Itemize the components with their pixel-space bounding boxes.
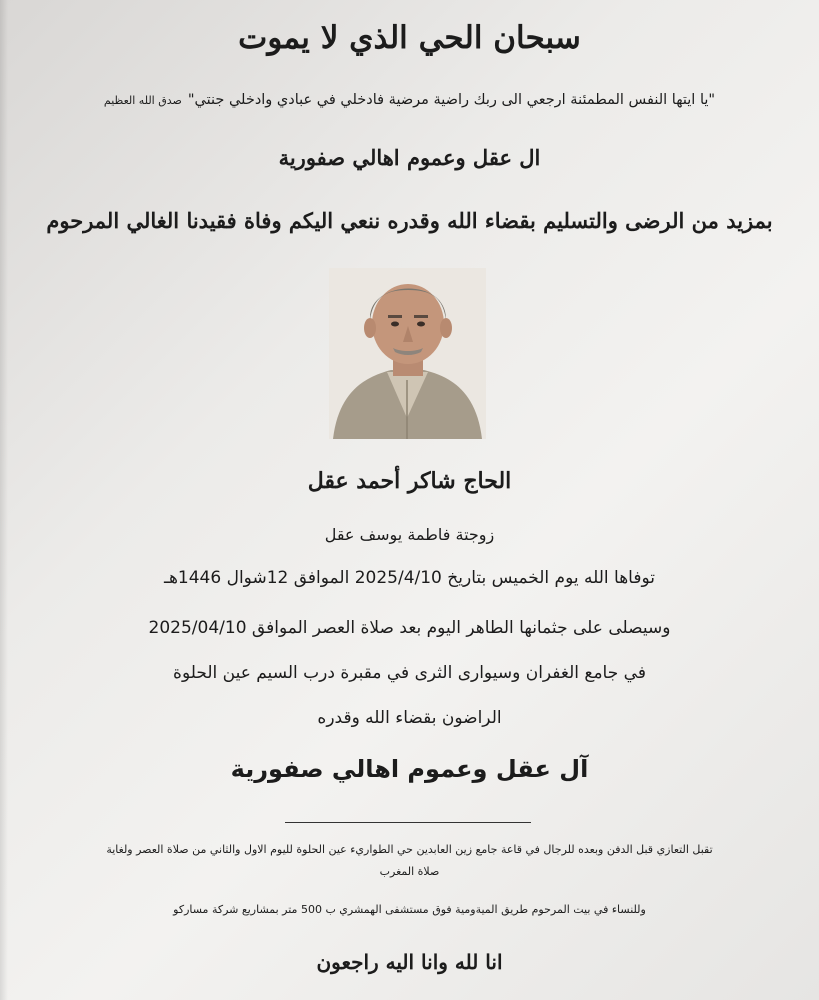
portrait-image bbox=[329, 268, 486, 439]
announcement-intro: بمزيد من الرضى والتسليم بقضاء الله وقدره ننعي اليكم وفاة فقيدنا الغالي المرحوم bbox=[46, 208, 773, 233]
funeral-prayer-line: وسيصلى على جثمانها الطاهر اليوم بعد صلاة العصر الموافق 2025/04/10 bbox=[148, 618, 671, 638]
header-title: سبحان الحي الذي لا يموت bbox=[238, 20, 581, 56]
acceptance-line: الراضون بقضاء الله وقدره bbox=[317, 708, 502, 728]
verse-suffix: صدق الله العظيم bbox=[103, 94, 182, 107]
section-divider bbox=[285, 822, 531, 823]
death-date-line: توفاها الله يوم الخميس بتاريخ 2025/4/10 الموافق 12شوال 1446هـ bbox=[163, 568, 656, 588]
condolence-men-time: صلاة المغرب bbox=[379, 865, 440, 878]
burial-location-line: في جامع الغفران وسيوارى الثرى في مقبرة درب السيم عين الحلوة bbox=[173, 663, 646, 683]
family-heading: ال عقل وعموم اهالي صفورية bbox=[278, 145, 541, 170]
deceased-name: الحاج شاكر أحمد عقل bbox=[307, 468, 512, 494]
condolence-women-line: وللنساء في بيت المرحوم طريق الميةومية فوق مستشفى الهمشري ب 500 متر بمشاريع شركة مساركو bbox=[173, 903, 646, 916]
spouse-name: زوجتة فاطمة يوسف عقل bbox=[324, 525, 495, 544]
family-signature: آل عقل وعموم اهالي صفورية bbox=[230, 755, 589, 783]
quran-verse bbox=[0, 92, 819, 108]
verse-text: "يا ايتها النفس المطمئنة ارجعي الى ربك راضية مرضية فادخلي في عبادي وادخلي جنتي" bbox=[187, 92, 716, 108]
condolence-men-line: تقبل التعازي قبل الدفن وبعده للرجال في قاعة جامع زين العابدين حي الطواريء عين الحلوة لليوم الاول والثاني من صلاة العصر ولغاية bbox=[106, 843, 713, 856]
closing-verse: انا لله وانا اليه راجعون bbox=[316, 950, 503, 974]
deceased-photo bbox=[329, 268, 486, 439]
